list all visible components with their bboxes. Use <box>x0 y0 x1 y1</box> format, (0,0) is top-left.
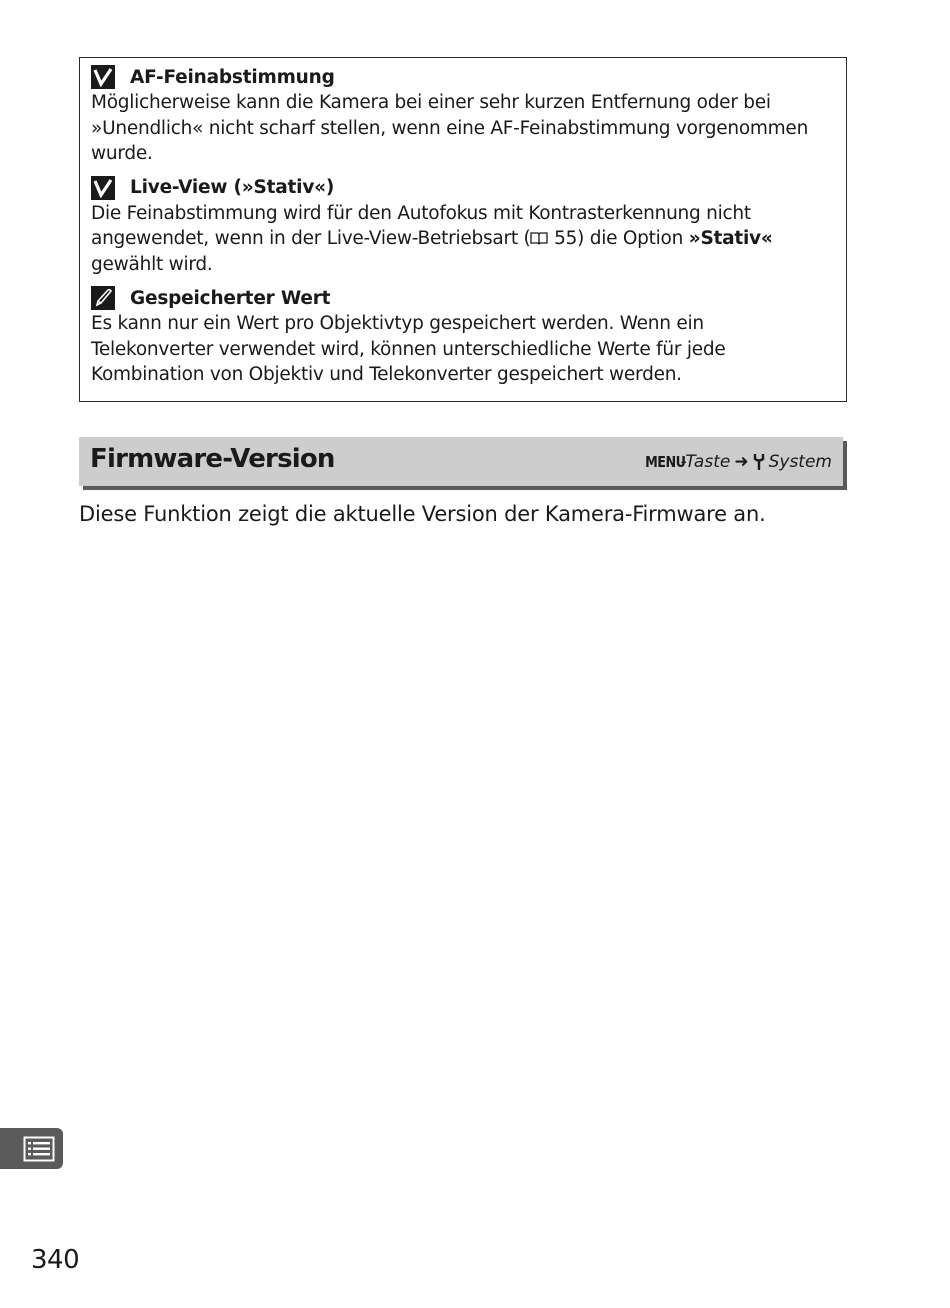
side-tab[interactable] <box>0 1128 63 1169</box>
note-text: angewendet, wenn in der Live-View-Betriebsart ( <box>91 228 531 249</box>
section-header <box>79 437 843 486</box>
notes-box <box>79 57 847 402</box>
section-title: Firmware-Version <box>90 444 335 474</box>
option-label: »Stativ« <box>688 228 773 249</box>
wrench-icon <box>753 453 765 471</box>
note-line: Kombination von Objektiv und Telekonverter gespeichert werden. <box>91 364 682 385</box>
menu-key-label: MENU <box>645 453 686 471</box>
note-line: wurde. <box>91 143 153 164</box>
note-line: Die Feinabstimmung wird für den Autofokus mit Kontrasterkennung nicht <box>91 202 751 224</box>
menu-key-suffix: -Taste <box>680 452 731 472</box>
note-body <box>91 90 836 167</box>
page-number: 340 <box>31 1245 80 1275</box>
caution-check-icon <box>91 65 115 89</box>
menu-list-icon <box>23 1136 55 1162</box>
note-line: Telekonverter verwendet wird, können unterschiedliche Werte für jede <box>91 338 726 360</box>
pencil-note-icon <box>91 286 115 310</box>
note-line <box>91 226 836 252</box>
note-live-view <box>91 175 836 278</box>
note-header <box>91 175 836 201</box>
body-text: Diese Funktion zeigt die aktuelle Version der Kamera-Firmware an. <box>79 502 766 526</box>
note-af-feinabstimmung <box>91 64 836 167</box>
note-title: Gespeicherter Wert <box>130 287 331 309</box>
menu-path <box>638 452 832 472</box>
note-header <box>91 285 836 311</box>
note-title: AF-Feinabstimmung <box>130 66 335 88</box>
note-gespeicherter-wert <box>91 285 836 388</box>
note-body <box>91 201 836 278</box>
note-title: Live-View (»Stativ«) <box>130 177 335 198</box>
book-reference-icon <box>530 227 548 241</box>
page-reference[interactable]: 55) die Option <box>554 228 689 249</box>
note-line: Möglicherweise kann die Kamera bei einer sehr kurzen Entfernung oder bei <box>91 92 771 113</box>
note-line: »Unendlich« nicht scharf stellen, wenn eine AF-Feinabstimmung vorgenommen <box>91 117 809 139</box>
arrow-right-icon: ➜ <box>734 452 749 472</box>
note-line: gewählt wird. <box>91 253 213 275</box>
note-header <box>91 64 836 90</box>
note-line: Es kann nur ein Wert pro Objektivtyp gespeichert werden. Wenn ein <box>91 313 704 334</box>
menu-target: System <box>768 452 832 472</box>
note-body <box>91 311 836 388</box>
caution-check-icon <box>91 176 115 200</box>
